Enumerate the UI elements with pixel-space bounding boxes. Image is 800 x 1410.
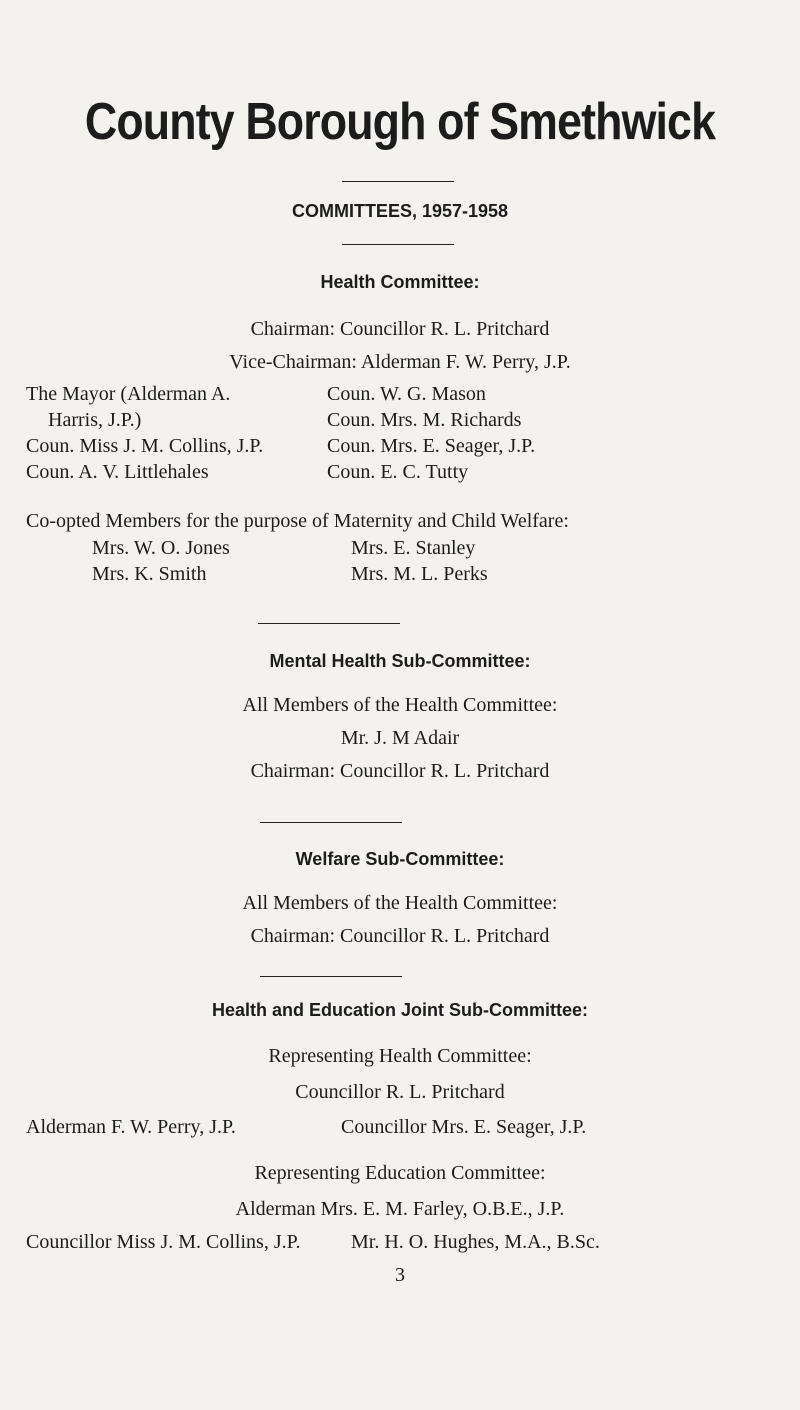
welfare-line-1: All Members of the Health Committee:: [242, 892, 558, 914]
health-chairman: Chairman: Councillor R. L. Pritchard: [250, 318, 550, 340]
member-right-3: Coun. Mrs. E. Seager, J.P.: [327, 435, 536, 457]
member-right-4: Coun. E. C. Tutty: [327, 461, 469, 483]
rep-education-heading: Representing Education Committee:: [254, 1162, 546, 1184]
divider: [260, 976, 402, 977]
coopted-heading: Co-opted Members for the purpose of Maternity and Child Welfare:: [26, 510, 569, 532]
welfare-heading: Welfare Sub-Committee:: [295, 849, 505, 869]
rep-health-right: Councillor Mrs. E. Seager, J.P.: [341, 1116, 587, 1138]
page-title: County Borough of Smethwick: [84, 93, 716, 151]
rep-education-right: Mr. H. O. Hughes, M.A., B.Sc.: [351, 1231, 600, 1253]
coopted-right-1: Mrs. E. Stanley: [351, 537, 476, 559]
mental-health-line-1: All Members of the Health Committee:: [242, 694, 558, 716]
mental-health-line-2: Mr. J. M Adair: [340, 727, 460, 749]
member-left-3: Coun. Miss J. M. Collins, J.P.: [26, 435, 264, 457]
member-right-2: Coun. Mrs. M. Richards: [327, 409, 522, 431]
rep-education-chair: Alderman Mrs. E. M. Farley, O.B.E., J.P.: [235, 1198, 565, 1220]
rep-education-left: Councillor Miss J. M. Collins, J.P.: [26, 1231, 301, 1253]
mental-health-heading: Mental Health Sub-Committee:: [269, 651, 531, 671]
divider: [342, 181, 454, 182]
committees-subtitle: COMMITTEES, 1957-1958: [291, 201, 509, 221]
rep-health-heading: Representing Health Committee:: [268, 1045, 532, 1067]
health-vice-chairman: Vice-Chairman: Alderman F. W. Perry, J.P.: [229, 351, 571, 373]
coopted-right-2: Mrs. M. L. Perks: [351, 563, 488, 585]
member-right-1: Coun. W. G. Mason: [327, 383, 486, 405]
rep-health-left: Alderman F. W. Perry, J.P.: [26, 1116, 236, 1138]
coopted-left-1: Mrs. W. O. Jones: [92, 537, 230, 559]
rep-health-chair: Councillor R. L. Pritchard: [295, 1081, 505, 1103]
divider: [342, 244, 454, 245]
member-left-2: Harris, J.P.): [48, 409, 142, 431]
page-number: 3: [395, 1264, 405, 1286]
divider: [258, 623, 400, 624]
mental-health-line-3: Chairman: Councillor R. L. Pritchard: [250, 760, 550, 782]
member-left-1: The Mayor (Alderman A.: [26, 383, 231, 405]
health-committee-heading: Health Committee:: [320, 272, 480, 292]
welfare-line-2: Chairman: Councillor R. L. Pritchard: [250, 925, 550, 947]
joint-heading: Health and Education Joint Sub-Committee:: [211, 1000, 588, 1020]
coopted-left-2: Mrs. K. Smith: [92, 563, 207, 585]
member-left-4: Coun. A. V. Littlehales: [26, 461, 209, 483]
divider: [260, 822, 402, 823]
